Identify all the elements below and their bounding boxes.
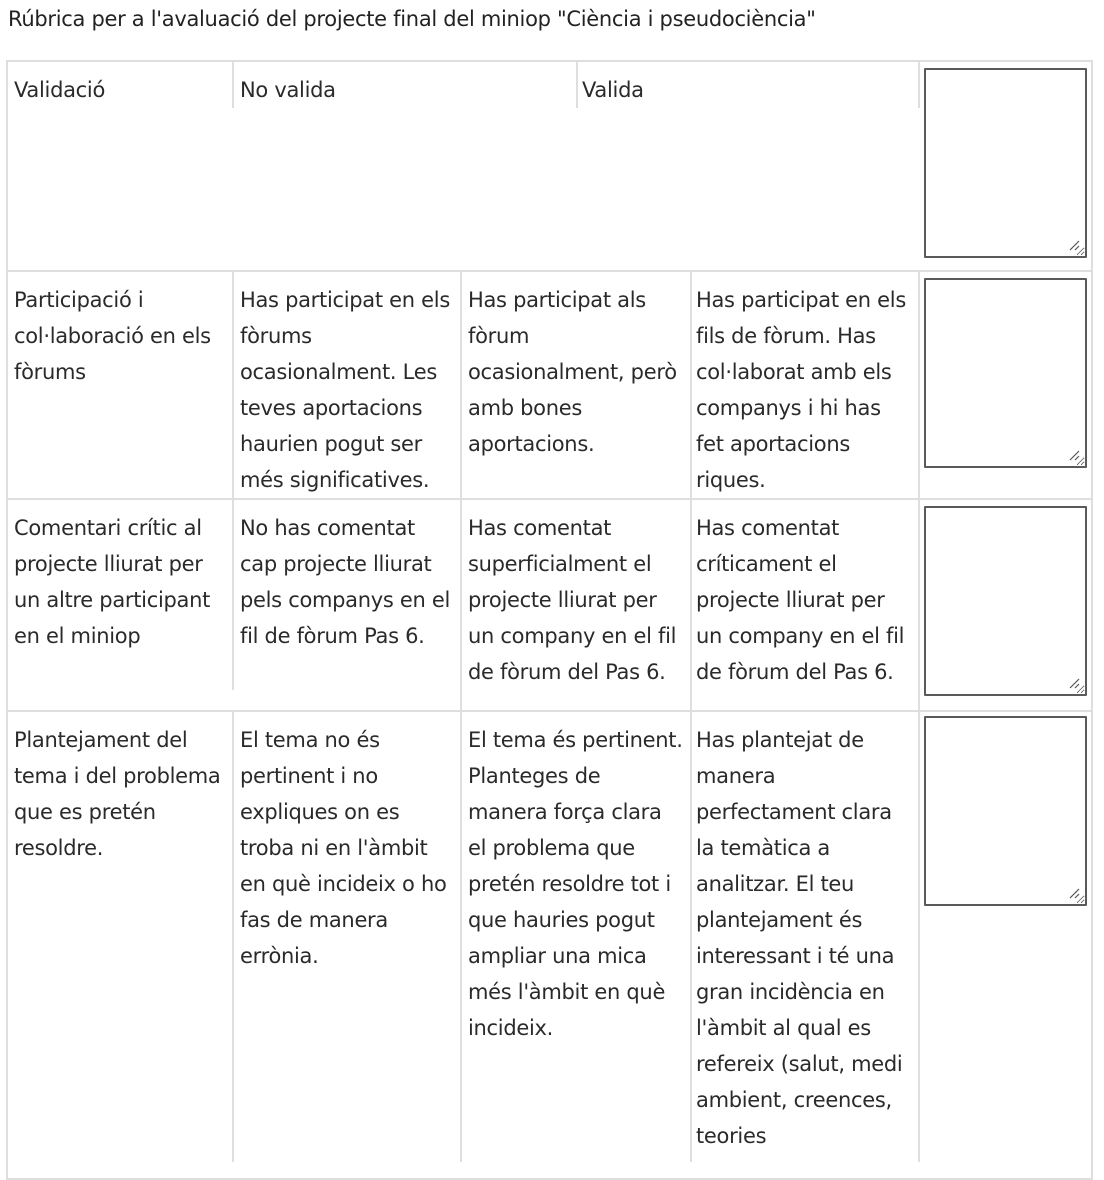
level-valida: Valida (582, 78, 644, 102)
column-divider (690, 712, 692, 1162)
column-divider (918, 500, 920, 710)
criterion-cell: Validació (14, 78, 106, 102)
page-title: Rúbrica per a l'avaluació del projecte final del miniop "Ciència i pseudociència" (8, 7, 816, 31)
column-divider (576, 62, 578, 108)
criterion-cell: Comentari crític al projecte lliurat per un altre participant en el miniop (14, 516, 211, 648)
score-textarea-topic-statement[interactable] (924, 716, 1087, 906)
level-cell: Has plantejat de manera perfectament clara la temàtica a analitzar. El teu plantejament és interessant i té una gran incidència en l'àmbit al qual es refereix (salut, medi ambient, creences, teories (696, 728, 903, 1148)
column-divider (460, 272, 462, 498)
level-cell: Has comentat superficialment el projecte lliurat per un company en el fil de fòrum del Pas 6. (468, 516, 677, 684)
level-cell: No has comentat cap projecte lliurat pels companys en el fil de fòrum Pas 6. (240, 516, 451, 648)
score-textarea-validation[interactable] (924, 68, 1087, 258)
level-cell: Has participat en els fils de fòrum. Has col·laborat amb els companys i hi has fet aportacions riques. (696, 288, 906, 492)
column-divider (232, 500, 234, 690)
column-divider (690, 272, 692, 498)
column-divider (918, 62, 920, 108)
column-divider (918, 272, 920, 498)
column-divider (232, 62, 234, 108)
column-divider (232, 272, 234, 498)
column-divider (918, 712, 920, 1162)
level-cell: Has participat en els fòrums ocasionalment. Les teves aportacions haurien pogut ser més significatives. (240, 288, 450, 492)
level-no-valida: No valida (240, 78, 336, 102)
level-cell: El tema és pertinent. Planteges de manera força clara el problema que pretén resoldre tot i que hauries pogut ampliar una mica més l'àmbit en què incideix. (468, 728, 683, 1040)
level-cell: Has comentat críticament el projecte lliurat per un company en el fil de fòrum del Pas 6. (696, 516, 905, 684)
column-divider (460, 500, 462, 710)
column-divider (232, 712, 234, 1162)
score-textarea-participation[interactable] (924, 278, 1087, 468)
column-divider (460, 712, 462, 1162)
score-textarea-critical-comment[interactable] (924, 506, 1087, 696)
level-cell: Has participat als fòrum ocasionalment, però amb bones aportacions. (468, 288, 677, 456)
level-cell: El tema no és pertinent i no expliques on es troba ni en l'àmbit en què incideix o ho fas de manera errònia. (240, 728, 447, 968)
criterion-cell: Participació i col·laboració en els fòrums (14, 288, 211, 384)
column-divider (690, 500, 692, 710)
criterion-cell: Plantejament del tema i del problema que es pretén resoldre. (14, 728, 221, 860)
